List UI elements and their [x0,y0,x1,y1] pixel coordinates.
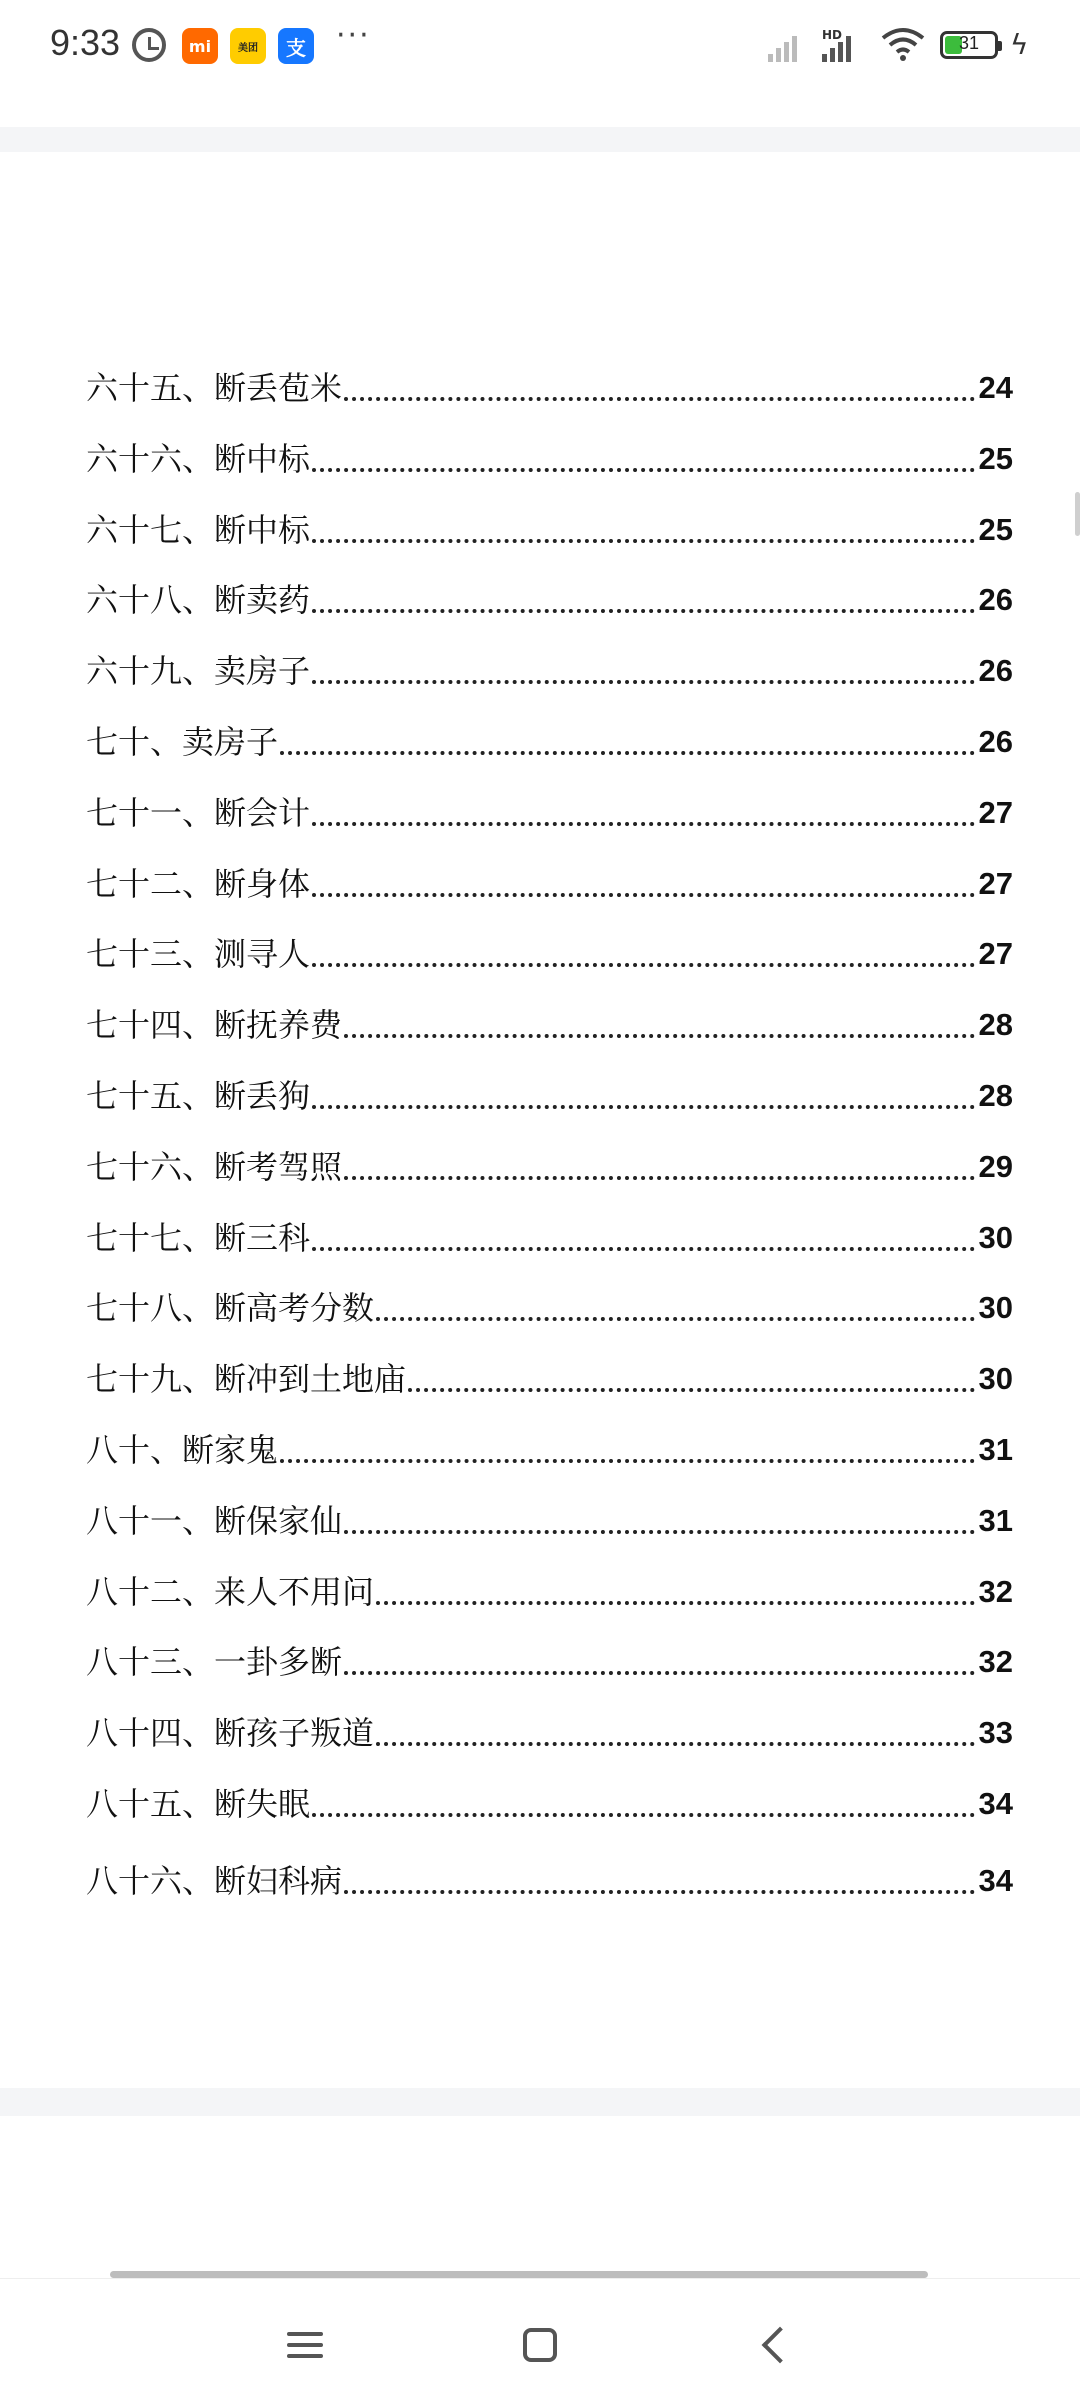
toc-dot-leader [344,1034,975,1038]
toc-dot-leader [312,1105,975,1109]
signal-icon-sim1 [768,30,797,62]
signal-icon-sim2 [822,30,851,62]
toc-dot-leader [376,1742,975,1746]
toc-entry[interactable] [86,920,1013,974]
toc-entry-title: 七十一、断会计 [86,794,311,832]
toc-entry-title: 七十三、测寻人 [86,935,311,973]
toc-entry[interactable] [86,1274,1013,1328]
toc-entry-title: 八十四、断孩子叛道 [86,1714,375,1752]
toc-entry-page-number: 31 [978,1503,1013,1538]
toc-entry-title: 六十六、断中标 [86,440,311,478]
toc-dot-leader [280,1459,975,1463]
toc-entry-title: 七十、卖房子 [86,723,279,761]
toc-entry-page-number: 24 [978,370,1013,405]
toc-entry[interactable] [86,850,1013,904]
hd-indicator: HD [822,28,843,42]
battery-level: 31 [958,33,980,53]
toc-entry[interactable] [86,708,1013,762]
toc-entry-title: 七十五、断丢狗 [86,1077,311,1115]
recent-apps-button[interactable] [275,2315,335,2375]
toc-entry-page-number: 26 [978,653,1013,688]
toc-entry-title: 七十四、断抚养费 [86,1006,343,1044]
toc-entry[interactable] [86,496,1013,550]
toc-dot-leader [344,397,975,401]
toc-entry-page-number: 25 [978,441,1013,476]
clock: 9:33 [50,22,121,63]
toc-entry-page-number: 32 [978,1644,1013,1679]
toc-entry-page-number: 26 [978,724,1013,759]
toc-entry[interactable] [86,1416,1013,1470]
toc-dot-leader [376,1601,975,1605]
alipay-app-icon: 支 [278,28,314,64]
battery-icon [940,31,998,59]
status-bar [0,0,1080,95]
toc-entry-page-number: 32 [978,1574,1013,1609]
toc-entry[interactable] [86,1558,1013,1612]
toc-entry-title: 八十、断家鬼 [86,1431,279,1469]
toc-entry-title: 六十五、断丢苞米 [86,369,343,407]
toc-entry-title: 七十六、断考驾照 [86,1148,343,1186]
toc-entry-page-number: 34 [978,1786,1013,1821]
toc-entry[interactable] [86,354,1013,408]
toc-entry-title: 八十六、断妇科病 [86,1862,343,1900]
toc-entry[interactable] [86,566,1013,620]
toc-dot-leader [344,1671,975,1675]
toc-entry-page-number: 34 [978,1863,1013,1898]
toc-entry[interactable] [86,1345,1013,1399]
toc-entry-page-number: 30 [978,1290,1013,1325]
toc-entry-page-number: 30 [978,1220,1013,1255]
toc-entry-page-number: 28 [978,1078,1013,1113]
wifi-icon [880,26,926,62]
toc-dot-leader [312,1813,975,1817]
toc-entry-title: 六十八、断卖药 [86,581,311,619]
toc-entry-page-number: 26 [978,582,1013,617]
toc-entry[interactable] [86,1699,1013,1753]
toc-entry-page-number: 27 [978,936,1013,971]
toc-dot-leader [312,893,975,897]
toc-dot-leader [312,822,975,826]
toc-entry-page-number: 29 [978,1149,1013,1184]
toc-entry-title: 六十七、断中标 [86,511,311,549]
toc-entry[interactable] [86,1204,1013,1258]
toc-entry[interactable] [86,1487,1013,1541]
back-button[interactable] [745,2315,805,2375]
mi-app-icon: mi [182,28,218,64]
charging-icon: ϟ [1010,28,1029,61]
toc-dot-leader [312,468,975,472]
page-separator [0,127,1080,152]
page-separator [0,2088,1080,2116]
toc-entry[interactable] [86,1847,1013,1901]
toc-entry-title: 七十二、断身体 [86,865,311,903]
toc-entry[interactable] [86,425,1013,479]
vertical-scrollbar[interactable] [1075,492,1080,536]
toc-entry[interactable] [86,637,1013,691]
toc-entry-title: 七十九、断冲到土地庙 [86,1360,407,1398]
toc-entry-page-number: 28 [978,1007,1013,1042]
toc-entry-title: 八十二、来人不用问 [86,1573,375,1611]
toc-entry-page-number: 27 [978,795,1013,830]
toc-entry-page-number: 27 [978,866,1013,901]
toc-dot-leader [376,1317,975,1321]
toc-entry-title: 七十八、断高考分数 [86,1289,375,1327]
toc-entry[interactable] [86,1770,1013,1824]
toc-entry[interactable] [86,779,1013,833]
toc-entry-page-number: 25 [978,512,1013,547]
toc-dot-leader [312,609,975,613]
toc-entry[interactable] [86,991,1013,1045]
toc-entry-title: 八十五、断失眠 [86,1785,311,1823]
toc-entry-title: 八十三、一卦多断 [86,1643,343,1681]
toc-entry-title: 八十一、断保家仙 [86,1502,343,1540]
toc-dot-leader [408,1388,975,1392]
more-notifications-icon: ··· [336,18,371,53]
toc-entry-page-number: 33 [978,1715,1013,1750]
toc-entry-title: 七十七、断三科 [86,1219,311,1257]
toc-entry[interactable] [86,1133,1013,1187]
meituan-app-icon: 美团 [230,28,266,64]
toc-entry[interactable] [86,1628,1013,1682]
home-button[interactable] [510,2315,570,2375]
toc-dot-leader [280,751,975,755]
toc-entry[interactable] [86,1062,1013,1116]
toc-dot-leader [344,1530,975,1534]
toc-dot-leader [312,1247,975,1251]
toc-dot-leader [312,680,975,684]
horizontal-scrollbar[interactable] [110,2271,928,2278]
toc-dot-leader [312,963,975,967]
toc-dot-leader [312,539,975,543]
toc-entry-page-number: 30 [978,1361,1013,1396]
navigation-bar [0,2278,1080,2401]
toc-dot-leader [344,1890,975,1894]
toc-entry-title: 六十九、卖房子 [86,652,311,690]
alarm-icon [132,28,166,62]
toc-entry-page-number: 31 [978,1432,1013,1467]
toc-dot-leader [344,1176,975,1180]
